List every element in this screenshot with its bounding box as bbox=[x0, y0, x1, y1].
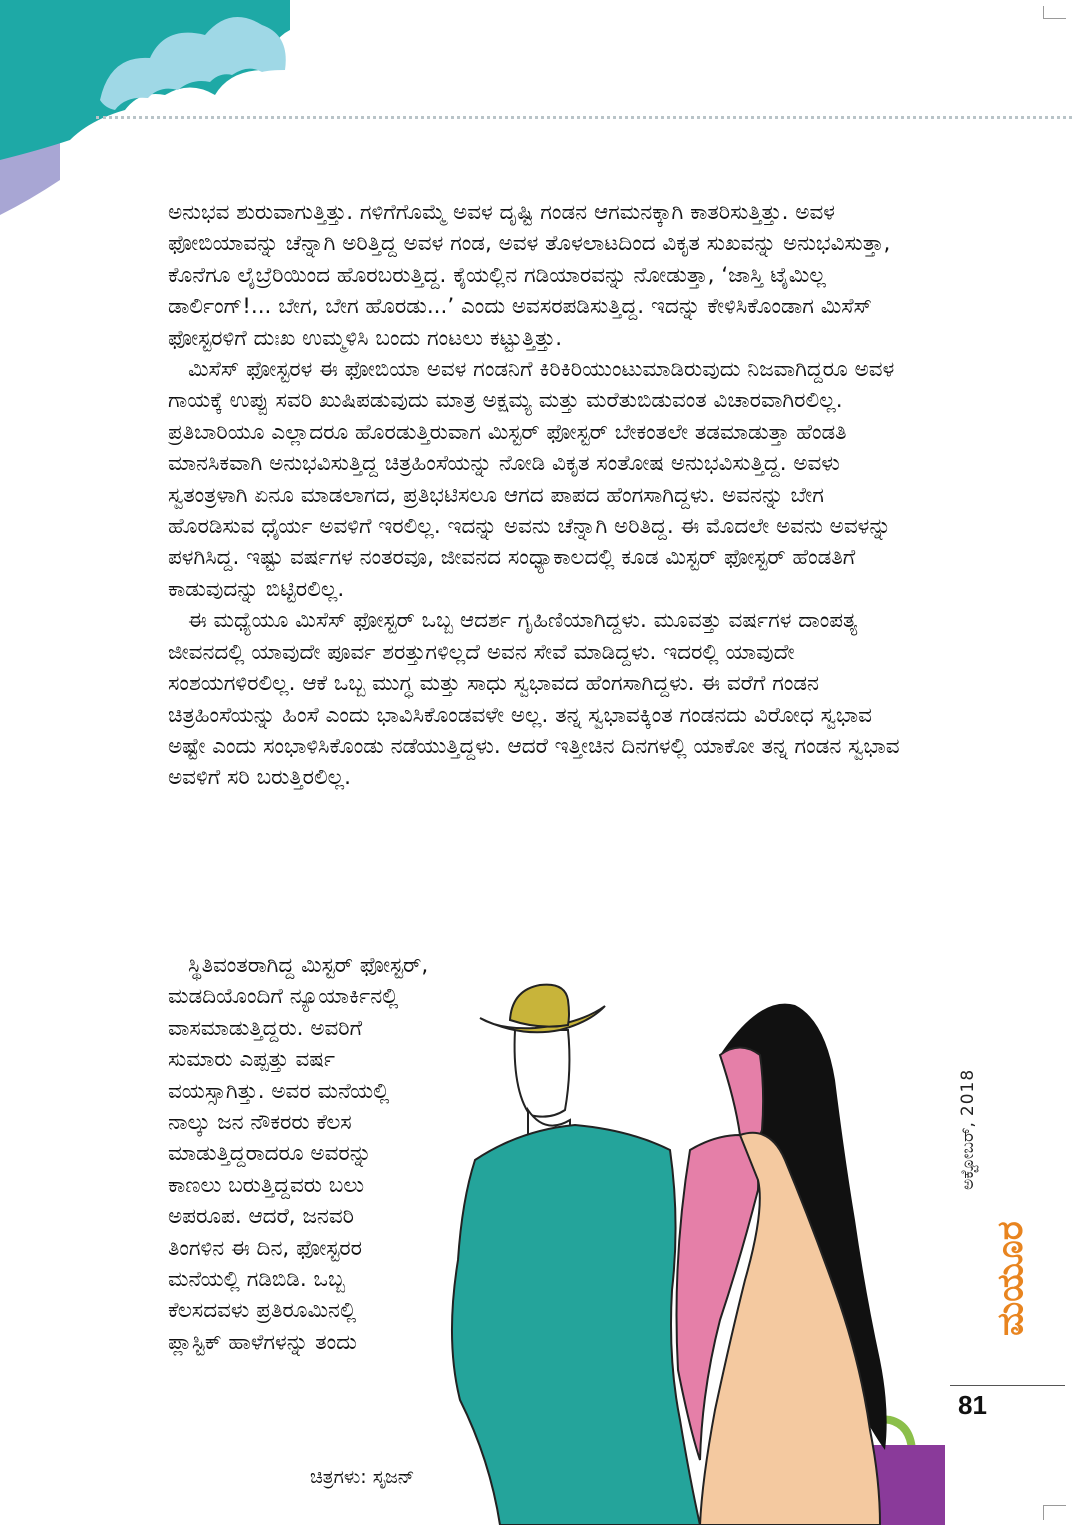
text-line: ಸ್ಥಿತಿವಂತರಾಗಿದ್ದ ಮಿಸ್ಟರ್ ಫೋಸ್ಟರ್, bbox=[188, 953, 429, 978]
illustration-credit: ಚಿತ್ರಗಳು: ಸೃಜನ್ bbox=[310, 1466, 415, 1488]
issue-month: ಅಕ್ಟೋಬರ್, bbox=[958, 1122, 978, 1190]
text-line: ಕೆಲಸದವಳು ಪ್ರತಿರೂಮಿನಲ್ಲಿ bbox=[168, 1298, 357, 1324]
masthead-logo: ಮಯೂರ bbox=[990, 1221, 1031, 1336]
page-number-rule bbox=[950, 1385, 1065, 1386]
text-line: ವಯಸ್ಸಾಗಿತ್ತು. ಅವರ ಮನೆಯಲ್ಲಿ bbox=[168, 1078, 390, 1104]
crop-mark bbox=[1043, 6, 1066, 19]
article-body bbox=[168, 197, 908, 794]
page-number: 81 bbox=[958, 1390, 987, 1420]
text-line: ಅಪರೂಪ. ಆದರೆ, ಜನವರಿ bbox=[168, 1204, 355, 1230]
issue-year: 2018 bbox=[958, 1068, 978, 1117]
crop-mark bbox=[1043, 1505, 1066, 1520]
paragraph: ಮಿಸೆಸ್ ಫೋಸ್ಟರಳ ಈ ಫೋಬಿಯಾ ಅವಳ ಗಂಡನಿಗೆ ಕಿರಿಕಿರಿಯುಂಟುಮಾಡಿರುವುದು ನಿಜವಾಗಿದ್ದರೂ ಅವಳ ಗಾಯಕ್ಕೆ ಉಪ್ಪು ಸವರಿ ಖುಷಿಪಡುವುದು ಮಾತ್ರ ಅಕ್ಷಮ್ಯ ಮತ್ತು ಮರೆತುಬಿಡುವಂತ ವಿಚಾರವಾಗಿರಲಿಲ್ಲ. ಪ್ರತಿಬಾರಿಯೂ ಎಲ್ಲಾದರೂ ಹೊರಡುತ್ತಿರುವಾಗ ಮಿಸ್ಟರ್ ಫೋಸ್ಟರ್ ಬೇಕಂತಲೇ ತಡಮಾಡುತ್ತಾ ಹೆಂಡತಿ ಮಾನಸಿಕವಾಗಿ ಅನುಭವಿಸುತ್ತಿದ್ದ ಚಿತ್ರಹಿಂಸೆಯನ್ನು ನೋಡಿ ವಿಕೃತ ಸಂತೋಷ ಅನುಭವಿಸುತ್ತಿದ್ದ. ಅವಳು ಸ್ವತಂತ್ರಳಾಗಿ ಏನೂ ಮಾಡಲಾಗದ, ಪ್ರತಿಭಟಿಸಲೂ ಆಗದ ಪಾಪದ ಹೆಂಗಸಾಗಿದ್ದಳು. ಅವನನ್ನು ಬೇಗ ಹೊರಡಿಸುವ ಧೈರ್ಯ ಅವಳಿಗೆ ಇರಲಿಲ್ಲ. ಇದನ್ನು ಅವನು ಚೆನ್ನಾಗಿ ಅರಿತಿದ್ದ. ಈ ಮೊದಲೇ ಅವನು ಅವಳನ್ನು ಪಳಗಿಸಿದ್ದ. ಇಷ್ಟು ವರ್ಷಗಳ ನಂತರವೂ, ಜೀವನದ ಸಂಧ್ಯಾಕಾಲದಲ್ಲಿ ಕೂಡ ಮಿಸ್ಟರ್ ಫೋಸ್ಟರ್ ಹೆಂಡತಿಗೆ ಕಾಡುವುದನ್ನು ಬಿಟ್ಟಿರಲಿಲ್ಲ. bbox=[168, 357, 895, 602]
text-line: ಪ್ಲಾಸ್ಟಿಕ್ ಹಾಳೆಗಳನ್ನು ತಂದು bbox=[168, 1329, 357, 1355]
text-line: ಮನೆಯಲ್ಲಿ ಗಡಿಬಿಡಿ. ಒಬ್ಬ bbox=[168, 1267, 345, 1293]
text-line: ವಾಸಮಾಡುತ್ತಿದ್ದರು. ಅವರಿಗೆ bbox=[168, 1015, 363, 1041]
paragraph: ಈ ಮಧ್ಯೆಯೂ ಮಿಸೆಸ್ ಫೋಸ್ಟರ್ ಒಬ್ಬ ಆದರ್ಶ ಗೃಹಿಣಿಯಾಗಿದ್ದಳು. ಮೂವತ್ತು ವರ್ಷಗಳ ದಾಂಪತ್ಯ ಜೀವನದಲ್ಲಿ ಯಾವುದೇ ಪೂರ್ವ ಶರತ್ತುಗಳಿಲ್ಲದೆ ಅವನ ಸೇವೆ ಮಾಡಿದ್ದಳು. ಇದರಲ್ಲಿ ಯಾವುದೇ ಸಂಶಯಗಳಿರಲಿಲ್ಲ. ಆಕೆ ಒಬ್ಬ ಮುಗ್ಧ ಮತ್ತು ಸಾಧು ಸ್ವಭಾವದ ಹೆಂಗಸಾಗಿದ್ದಳು. ಈ ವರೆಗೆ ಗಂಡನ ಚಿತ್ರಹಿಂಸೆಯನ್ನು ಹಿಂಸೆ ಎಂದು ಭಾವಿಸಿಕೊಂಡವಳೇ ಅಲ್ಲ. ತನ್ನ ಸ್ವಭಾವಕ್ಕಿಂತ ಗಂಡನದು ವಿರೋಧ ಸ್ವಭಾವ ಅಷ್ಟೇ ಎಂದು ಸಂಭಾಳಿಸಿಕೊಂಡು ನಡೆಯುತ್ತಿದ್ದಳು. ಆದರೆ ಇತ್ತೀಚಿನ ದಿನಗಳಲ್ಲಿ ಯಾಕೋ ತನ್ನ ಗಂಡನ ಸ್ವಭಾವ ಅವಳಿಗೆ ಸರಿ ಬರುತ್ತಿರಲಿಲ್ಲ. bbox=[168, 608, 900, 791]
text-line: ಮಾಡುತ್ತಿದ್ದರಾದರೂ ಅವರನ್ನು bbox=[168, 1141, 372, 1167]
narrow-column bbox=[168, 950, 468, 1358]
text-line: ಕಾಣಲು ಬರುತ್ತಿದ್ದವರು ಬಲು bbox=[168, 1172, 365, 1198]
couple-illustration bbox=[440, 960, 950, 1525]
text-line: ನಾಲ್ಕು ಜನ ನೌಕರರು ಕೆಲಸ bbox=[168, 1110, 352, 1136]
header-dotted-rule bbox=[96, 116, 1072, 119]
paragraph: ಅನುಭವ ಶುರುವಾಗುತ್ತಿತ್ತು. ಗಳಿಗೆಗೊಮ್ಮೆ ಅವಳ ದೃಷ್ಟಿ ಗಂಡನ ಆಗಮನಕ್ಕಾಗಿ ಕಾತರಿಸುತ್ತಿತ್ತು. ಅವಳ ಫೋಬಿಯಾವನ್ನು ಚೆನ್ನಾಗಿ ಅರಿತ್ತಿದ್ದ ಅವಳ ಗಂಡ, ಅವಳ ತೊಳಲಾಟದಿಂದ ವಿಕೃತ ಸುಖವನ್ನು ಅನುಭವಿಸುತ್ತಾ, ಕೊನೆಗೂ ಲೈಬ್ರೆರಿಯಿಂದ ಹೊರಬರುತ್ತಿದ್ದ. ಕೈಯಲ್ಲಿನ ಗಡಿಯಾರವನ್ನು ನೋಡುತ್ತಾ, ‘ಜಾಸ್ತಿ ಟೈಮಿಲ್ಲ ಡಾರ್ಲಿಂಗ್!... ಬೇಗ, ಬೇಗ ಹೊರಡು...’ ಎಂದು ಅವಸರಪಡಿಸುತ್ತಿದ್ದ. ಇದನ್ನು ಕೇಳಿಸಿಕೊಂಡಾಗ ಮಿಸೆಸ್ ಫೋಸ್ಟರಳಿಗೆ ದುಃಖ ಉಮ್ಮಳಿಸಿ ಬಂದು ಗಂಟಲು ಕಟ್ಟುತ್ತಿತ್ತು. bbox=[168, 200, 891, 351]
issue-date bbox=[958, 1069, 978, 1190]
text-line: ಸುಮಾರು ಎಪ್ಪತ್ತು ವರ್ಷ bbox=[168, 1047, 336, 1073]
text-line: ತಿಂಗಳಿನ ಈ ದಿನ, ಫೋಸ್ಟರರ bbox=[168, 1235, 362, 1261]
text-line: ಮಡದಿಯೊಂದಿಗೆ ನ್ಯೂಯಾರ್ಕಿನಲ್ಲಿ bbox=[168, 984, 399, 1010]
